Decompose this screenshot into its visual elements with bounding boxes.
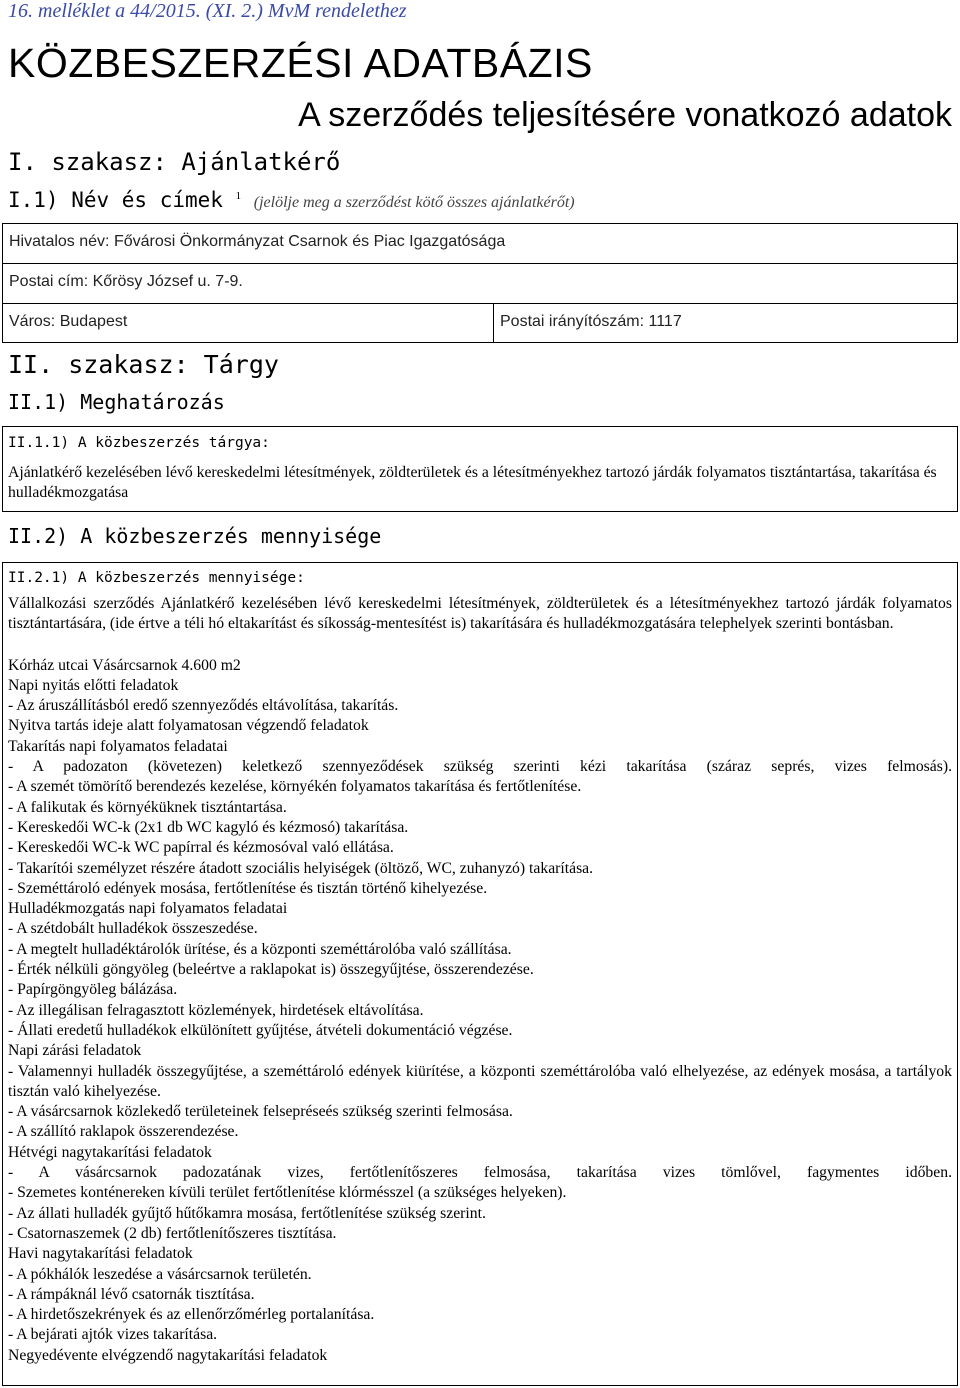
list-item: - Az állati hulladék gyűjtő hűtőkamra mosása, fertőtlenítése szükség szerint.: [8, 1204, 486, 1222]
list-item: - Papírgöngyöleg bálázása.: [8, 981, 178, 999]
official-name: Hivatalos név: Fővárosi Önkormányzat Csarnok és Piac Igazgatósága: [9, 233, 506, 250]
city: Város: Budapest: [3, 304, 494, 342]
list-item: Havi nagytakarítási feladatok: [8, 1245, 193, 1263]
official-name-box: [2, 223, 958, 264]
postal-address: Postai cím: Kőrösy József u. 7-9.: [9, 273, 243, 290]
list-item: - A vásárcsarnok közlekedő területeinek felsepréseés szükség szerinti felmosása.: [8, 1103, 513, 1121]
list-item: - A szétdobált hulladékok összeszedése.: [8, 920, 258, 938]
list-item: Takarítás napi folyamatos feladatai: [8, 737, 228, 755]
subject-label: II.1.1) A közbeszerzés tárgya:: [8, 435, 270, 451]
subject-text: Ajánlatkérő kezelésében lévő kereskedelmi létesítmények, zöldterületek és a létesítményekhez tartozó járdák folyamatos tisztántartása, takarítása és hulladékmozgatása: [8, 464, 937, 502]
task-list-3: [8, 1183, 952, 1366]
list-item: - Takarítói személyzet részére átadott szociális helyiségek (öltöző, WC, zuhanyzó) takarítása.: [8, 859, 594, 877]
database-title: KÖZBESZERZÉSI ADATBÁZIS: [8, 40, 593, 86]
list-item: - Kereskedői WC-k WC papírral és kézmosóval való ellátása.: [8, 839, 394, 857]
list-item: - A megtelt hulladéktárolók ürítése, és a központi szeméttárolóba való szállítása.: [8, 940, 512, 958]
document-subtitle: A szerződés teljesítésére vonatkozó adatok: [298, 96, 952, 134]
list-item: - A bejárati ajtók vizes takarítása.: [8, 1326, 218, 1344]
list-item: - Az áruszállításból eredő szennyeződés eltávolítása, takarítás.: [8, 697, 399, 715]
quantity-intro: Vállalkozási szerződés Ajánlatkérő kezelésében lévő kereskedelmi létesítmények, zöldterületek és a létesítményekhez tartozó járdák folyamatos tisztántartására, (ide értve a téli hó eltakarítást és síkosság-mentesítést is) takarítására és hulladékmozgatására telephelyek szerinti bontásban.: [8, 595, 952, 633]
list-item: - Csatornaszemek (2 db) fertőtlenítőszeres tisztítása.: [8, 1224, 337, 1242]
postal-code: Postai irányítószám: 1117: [500, 313, 682, 330]
list-item: Negyedévente elvégzendő nagytakarítási feladatok: [8, 1346, 328, 1364]
list-item: Kórház utcai Vásárcsarnok 4.600 m2: [8, 656, 241, 674]
city-postcode-box: [2, 303, 958, 343]
quantity-box: [2, 562, 958, 1386]
list-item: - A pókhálók leszedése a vásárcsarnok területén.: [8, 1265, 312, 1283]
quantity-label: II.2.1) A közbeszerzés mennyisége:: [8, 570, 305, 586]
list-item: Nyitva tartás ideje alatt folyamatosan végzendő feladatok: [8, 717, 369, 735]
list-item: - A szállító raklapok összerendezése.: [8, 1123, 239, 1141]
list-item: - A szemét tömörítő berendezés kezelése, környékén folyamatos takarítása és fertőtlenítése.: [8, 778, 582, 796]
task-list-2: [8, 1102, 952, 1163]
list-item: - A padozaton (követezen) keletkező szennyeződések szükség szerinti kézi takarítása (száraz seprés, vizes felmosás).: [8, 758, 952, 776]
postal-address-box: [2, 263, 958, 304]
list-item: - Szemetes konténereken kívüli terület fertőtlenítése klórmésszel (a szükséges helyeken).: [8, 1184, 567, 1202]
names-addresses-label: I.1) Név és címek: [8, 188, 223, 212]
list-item: - Kereskedői WC-k (2x1 db WC kagyló és kézmosó) takarítása.: [8, 818, 409, 836]
quantity-heading: II.2) A közbeszerzés mennyisége: [8, 524, 382, 548]
list-item: - Állati eredetű hulladékok elkülönített gyűjtése, átvételi dokumentáció végzése.: [8, 1021, 513, 1039]
closing-paragraph: - Valamennyi hulladék összegyűjtése, a szeméttároló edények kiürítése, a központi szeméttárolóba való elhelyezése, az edények mosása, a tartályok tisztán való kihelyezése.: [8, 1062, 952, 1100]
section2-heading: II. szakasz: Tárgy: [8, 350, 279, 379]
list-item: - A falikutak és környéküknek tisztántartása.: [8, 798, 287, 816]
list-item: Napi zárási feladatok: [8, 1042, 142, 1060]
weekend-first-task: - A vásárcsarnok padozatának vizes, fertőtlenítőszeres felmosása, takarítása vizes tömlővel, fagymentes időben.: [8, 1164, 952, 1182]
list-item: Hétvégi nagytakarítási feladatok: [8, 1143, 212, 1161]
subject-box: [2, 426, 958, 512]
annex-reference: 16. melléklet a 44/2015. (XI. 2.) MvM rendelethez: [8, 0, 407, 22]
list-item: - A rámpáknál lévő csatornák tisztítása.: [8, 1285, 255, 1303]
footnote-marker: 1: [235, 190, 242, 202]
contracting-note: (jelölje meg a szerződést kötő összes ajánlatkérőt): [253, 194, 575, 211]
list-item: - Az illegálisan felragasztott közlemények, hirdetések eltávolítása.: [8, 1001, 424, 1019]
section1-subheading: [8, 188, 575, 212]
list-item: - Szeméttároló edények mosása, fertőtlenítése és tisztán történő kihelyezése.: [8, 879, 488, 897]
section1-heading: I. szakasz: Ajánlatkérő: [8, 148, 341, 176]
list-item: - A hirdetőszekrények és az ellenőrzőmérleg portalanítása.: [8, 1306, 375, 1324]
list-item: Hulladékmozgatás napi folyamatos feladatai: [8, 900, 288, 918]
definition-heading: II.1) Meghatározás: [8, 390, 225, 414]
list-item: Napi nyitás előtti feladatok: [8, 676, 179, 694]
task-list-1: [8, 656, 952, 1062]
list-item: - Érték nélküli göngyöleg (beleértve a raklapokat is) összegyűjtése, összerendezése.: [8, 961, 534, 979]
